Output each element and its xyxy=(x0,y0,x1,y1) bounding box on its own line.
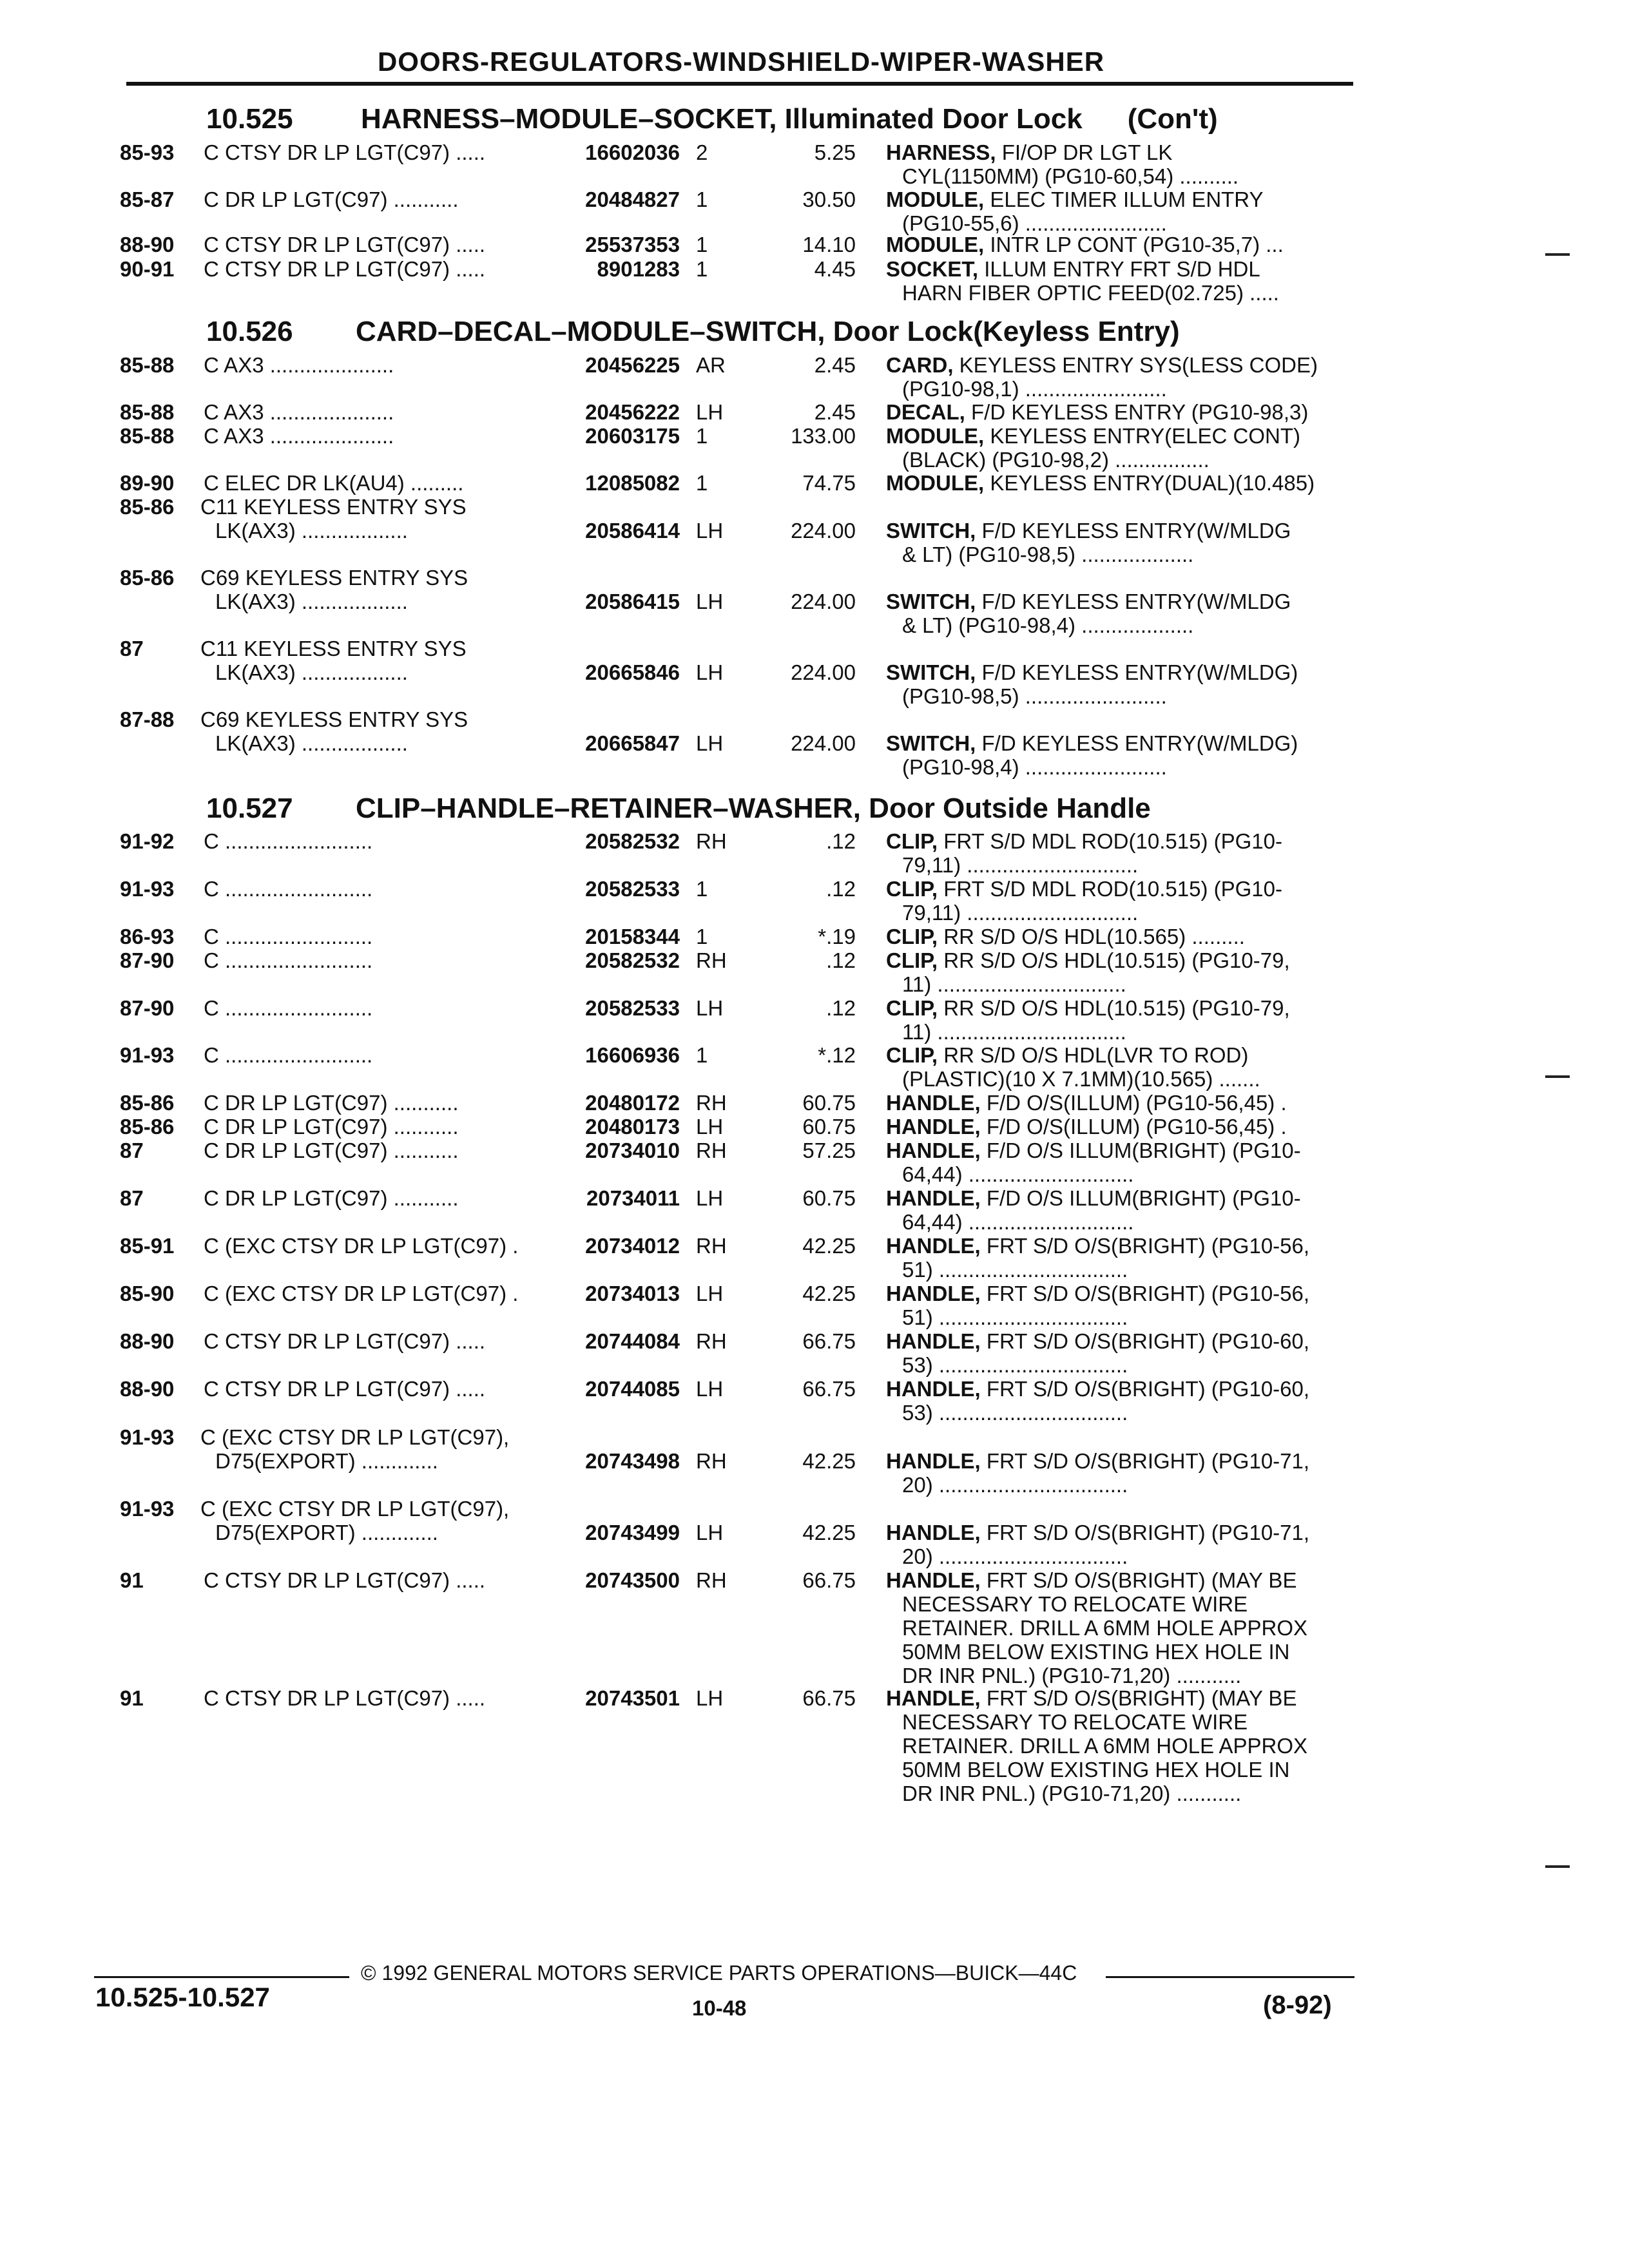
description-keyword: SWITCH, xyxy=(886,731,976,755)
part-description xyxy=(886,590,1291,613)
usage-code: C DR LP LGT(C97) ........... xyxy=(204,1115,459,1139)
description-keyword: MODULE, xyxy=(886,233,985,256)
footer-rule-right xyxy=(1106,1976,1354,1978)
price: 2.45 xyxy=(814,353,856,377)
description-keyword: CLIP, xyxy=(886,948,938,972)
quantity: LH xyxy=(696,996,724,1020)
description-text: F/D O/S(ILLUM) (PG10-56,45) . xyxy=(986,1091,1287,1115)
price: 74.75 xyxy=(802,471,856,495)
model-years: 85-87 xyxy=(120,187,175,211)
usage-code: C (EXC CTSY DR LP LGT(C97) . xyxy=(204,1282,519,1305)
quantity: RH xyxy=(696,1139,727,1162)
quantity: LH xyxy=(696,1186,724,1210)
part-description xyxy=(886,1186,1301,1210)
description-text: RR S/D O/S HDL(LVR TO ROD) xyxy=(943,1043,1249,1067)
model-years: 91-93 xyxy=(120,1497,175,1521)
description-text: ILLUM ENTRY FRT S/D HDL xyxy=(984,257,1260,281)
usage-code-continued: D75(EXPORT) ............. xyxy=(215,1449,438,1473)
description-text: F/D KEYLESS ENTRY(W/MLDG xyxy=(981,519,1291,543)
usage-code: C ......................... xyxy=(204,925,373,948)
part-description xyxy=(886,471,1315,495)
description-continued: HARN FIBER OPTIC FEED(02.725) ..... xyxy=(902,281,1279,305)
description-continued: 79,11) ............................. xyxy=(902,901,1139,925)
part-description xyxy=(886,1521,1309,1544)
footer-section-range: 10.525-10.527 xyxy=(95,1982,270,2012)
usage-code: C DR LP LGT(C97) ........... xyxy=(204,1139,459,1162)
revision-date: (8-92) xyxy=(1263,1991,1332,2019)
description-text: KEYLESS ENTRY(ELEC CONT) xyxy=(990,424,1301,448)
usage-code: C11 KEYLESS ENTRY SYS xyxy=(200,637,467,660)
part-number: 20582533 xyxy=(585,877,680,901)
part-description xyxy=(886,1139,1301,1162)
part-description xyxy=(886,1043,1248,1067)
description-continued: RETAINER. DRILL A 6MM HOLE APPROX xyxy=(902,1616,1308,1640)
description-text: F/D KEYLESS ENTRY(W/MLDG xyxy=(981,590,1291,613)
description-text: FRT S/D O/S(BRIGHT) (MAY BE xyxy=(986,1568,1297,1592)
part-description xyxy=(886,424,1300,448)
description-text: FRT S/D O/S(BRIGHT) (PG10-56, xyxy=(986,1282,1310,1305)
part-description xyxy=(886,1377,1309,1401)
part-description xyxy=(886,187,1264,211)
quantity: 2 xyxy=(696,140,708,164)
quantity: RH xyxy=(696,1329,727,1353)
part-description xyxy=(886,1449,1309,1473)
part-number: 20743498 xyxy=(585,1449,680,1473)
model-years: 88-90 xyxy=(120,1377,175,1401)
description-text: ELEC TIMER ILLUM ENTRY xyxy=(990,187,1264,211)
usage-code: C (EXC CTSY DR LP LGT(C97), xyxy=(200,1425,510,1449)
description-continued: 64,44) ............................ xyxy=(902,1162,1134,1186)
part-description xyxy=(886,660,1298,684)
quantity: RH xyxy=(696,1091,727,1115)
price: 66.75 xyxy=(802,1329,856,1353)
usage-code-continued: D75(EXPORT) ............. xyxy=(215,1521,438,1544)
description-keyword: HANDLE, xyxy=(886,1139,981,1162)
part-number: 12085082 xyxy=(585,471,680,495)
quantity: 1 xyxy=(696,471,708,495)
description-continued: (PG10-55,6) ........................ xyxy=(902,211,1167,235)
price: 60.75 xyxy=(802,1186,856,1210)
model-years: 85-86 xyxy=(120,1115,175,1139)
description-keyword: CLIP, xyxy=(886,1043,938,1067)
price: .12 xyxy=(826,996,856,1020)
description-text: F/D O/S ILLUM(BRIGHT) (PG10- xyxy=(986,1139,1301,1162)
usage-code-continued: LK(AX3) .................. xyxy=(215,590,408,613)
description-keyword: CARD, xyxy=(886,353,954,377)
description-text: FRT S/D O/S(BRIGHT) (PG10-60, xyxy=(986,1377,1310,1401)
model-years: 87-90 xyxy=(120,948,175,972)
part-number: 20586414 xyxy=(585,519,680,543)
usage-code: C (EXC CTSY DR LP LGT(C97) . xyxy=(204,1234,519,1258)
part-description xyxy=(886,353,1318,377)
usage-code: C ......................... xyxy=(204,1043,373,1067)
margin-mark xyxy=(1545,1075,1570,1078)
part-description xyxy=(886,1115,1287,1139)
quantity: LH xyxy=(696,1521,724,1544)
part-number: 20456225 xyxy=(585,353,680,377)
part-number: 20743501 xyxy=(585,1686,680,1710)
usage-code: C ......................... xyxy=(204,996,373,1020)
description-keyword: CLIP, xyxy=(886,996,938,1020)
section-title xyxy=(356,316,1180,348)
price: 133.00 xyxy=(791,424,856,448)
usage-code: C DR LP LGT(C97) ........... xyxy=(204,1186,459,1210)
description-keyword: HANDLE, xyxy=(886,1686,981,1710)
description-continued: NECESSARY TO RELOCATE WIRE xyxy=(902,1710,1248,1734)
margin-mark xyxy=(1545,1865,1570,1868)
description-continued: DR INR PNL.) (PG10-71,20) ........... xyxy=(902,1664,1242,1687)
part-number: 20582533 xyxy=(585,996,680,1020)
description-continued: 53) ................................ xyxy=(902,1401,1128,1425)
quantity: 1 xyxy=(696,257,708,281)
description-keyword: HANDLE, xyxy=(886,1234,981,1258)
price: .12 xyxy=(826,948,856,972)
quantity: 1 xyxy=(696,1043,708,1067)
description-keyword: SOCKET, xyxy=(886,257,979,281)
description-continued: NECESSARY TO RELOCATE WIRE xyxy=(902,1592,1248,1616)
price: 66.75 xyxy=(802,1686,856,1710)
usage-code: C ......................... xyxy=(204,829,373,853)
part-number: 20734010 xyxy=(585,1139,680,1162)
model-years: 91 xyxy=(120,1568,144,1592)
part-description xyxy=(886,1686,1296,1710)
usage-code: C69 KEYLESS ENTRY SYS xyxy=(200,707,468,731)
part-description xyxy=(886,233,1284,256)
part-number: 20603175 xyxy=(585,424,680,448)
description-text: FRT S/D O/S(BRIGHT) (PG10-71, xyxy=(986,1521,1310,1544)
part-number: 20734011 xyxy=(586,1186,680,1210)
price: .12 xyxy=(826,877,856,901)
usage-code: C CTSY DR LP LGT(C97) ..... xyxy=(204,1568,486,1592)
description-text: FRT S/D O/S(BRIGHT) (PG10-60, xyxy=(986,1329,1310,1353)
quantity: LH xyxy=(696,660,724,684)
part-description xyxy=(886,400,1308,424)
model-years: 85-91 xyxy=(120,1234,175,1258)
description-continued: & LT) (PG10-98,4) ................... xyxy=(902,613,1194,637)
model-years: 86-93 xyxy=(120,925,175,948)
usage-code: C AX3 ..................... xyxy=(204,353,394,377)
price: 224.00 xyxy=(791,519,856,543)
price: 42.25 xyxy=(802,1282,856,1305)
quantity: LH xyxy=(696,1282,724,1305)
description-text: F/D KEYLESS ENTRY(W/MLDG) xyxy=(981,660,1298,684)
description-text: KEYLESS ENTRY SYS(LESS CODE) xyxy=(959,353,1318,377)
description-continued: RETAINER. DRILL A 6MM HOLE APPROX xyxy=(902,1734,1308,1758)
part-number: 20744084 xyxy=(585,1329,680,1353)
usage-code: C CTSY DR LP LGT(C97) ..... xyxy=(204,233,486,256)
price: 57.25 xyxy=(802,1139,856,1162)
description-keyword: HANDLE, xyxy=(886,1091,981,1115)
quantity: 1 xyxy=(696,877,708,901)
copyright-notice: © 1992 GENERAL MOTORS SERVICE PARTS OPERATIONS—BUICK—44C xyxy=(361,1961,1077,1984)
part-description xyxy=(886,925,1245,948)
price: *.19 xyxy=(818,925,856,948)
description-keyword: HANDLE, xyxy=(886,1449,981,1473)
description-continued: 50MM BELOW EXISTING HEX HOLE IN xyxy=(902,1758,1290,1782)
part-description xyxy=(886,1568,1296,1592)
description-text: FRT S/D O/S(BRIGHT) (PG10-56, xyxy=(986,1234,1310,1258)
model-years: 87-88 xyxy=(120,707,175,731)
model-years: 85-86 xyxy=(120,495,175,519)
description-continued: (BLACK) (PG10-98,2) ................ xyxy=(902,448,1210,472)
model-years: 87-90 xyxy=(120,996,175,1020)
usage-code: C CTSY DR LP LGT(C97) ..... xyxy=(204,140,486,164)
description-text: RR S/D O/S HDL(10.565) ......... xyxy=(943,925,1245,948)
description-keyword: HANDLE, xyxy=(886,1521,981,1544)
usage-code: C DR LP LGT(C97) ........... xyxy=(204,187,459,211)
section-title-text: HARNESS–MODULE–SOCKET, Illuminated Door Lock xyxy=(361,103,1083,135)
description-keyword: SWITCH, xyxy=(886,519,976,543)
price: 66.75 xyxy=(802,1377,856,1401)
part-number: 20665846 xyxy=(585,660,680,684)
description-text: F/D O/S(ILLUM) (PG10-56,45) . xyxy=(986,1115,1287,1139)
price: 5.25 xyxy=(814,140,856,164)
description-text: FRT S/D MDL ROD(10.515) (PG10- xyxy=(943,877,1282,901)
model-years: 85-88 xyxy=(120,400,175,424)
model-years: 87 xyxy=(120,1139,144,1162)
description-text: FRT S/D O/S(BRIGHT) (MAY BE xyxy=(986,1686,1297,1710)
description-text: FRT S/D O/S(BRIGHT) (PG10-71, xyxy=(986,1449,1310,1473)
usage-code: C CTSY DR LP LGT(C97) ..... xyxy=(204,1377,486,1401)
description-continued: CYL(1150MM) (PG10-60,54) .......... xyxy=(902,164,1239,188)
description-text: F/D KEYLESS ENTRY (PG10-98,3) xyxy=(971,400,1309,424)
price: 224.00 xyxy=(791,660,856,684)
description-continued: 51) ................................ xyxy=(902,1305,1128,1329)
price: 4.45 xyxy=(814,257,856,281)
part-description xyxy=(886,519,1291,543)
part-description xyxy=(886,829,1282,853)
description-continued: 53) ................................ xyxy=(902,1353,1128,1377)
description-text: F/D KEYLESS ENTRY(W/MLDG) xyxy=(981,731,1298,755)
price: 60.75 xyxy=(802,1091,856,1115)
description-continued: 11) ................................ xyxy=(902,972,1126,996)
part-number: 20734013 xyxy=(585,1282,680,1305)
description-keyword: CLIP, xyxy=(886,877,938,901)
section-number: 10.525 xyxy=(206,103,293,135)
description-text: FRT S/D MDL ROD(10.515) (PG10- xyxy=(943,829,1282,853)
description-keyword: MODULE, xyxy=(886,424,985,448)
model-years: 85-93 xyxy=(120,140,175,164)
usage-code: C CTSY DR LP LGT(C97) ..... xyxy=(204,257,486,281)
description-keyword: MODULE, xyxy=(886,187,985,211)
description-keyword: MODULE, xyxy=(886,471,985,495)
part-number: 20586415 xyxy=(585,590,680,613)
usage-code: C AX3 ..................... xyxy=(204,424,394,448)
quantity: RH xyxy=(696,1234,727,1258)
usage-code: C AX3 ..................... xyxy=(204,400,394,424)
page-title: DOORS-REGULATORS-WINDSHIELD-WIPER-WASHER xyxy=(377,46,1105,77)
section-title xyxy=(361,103,1218,135)
description-continued: DR INR PNL.) (PG10-71,20) ........... xyxy=(902,1782,1242,1805)
usage-code: C DR LP LGT(C97) ........... xyxy=(204,1091,459,1115)
description-keyword: SWITCH, xyxy=(886,590,976,613)
description-continued: 79,11) ............................. xyxy=(902,853,1139,877)
part-number: 20484827 xyxy=(585,187,680,211)
description-continued: 20) ................................ xyxy=(902,1544,1128,1568)
usage-code-continued: LK(AX3) .................. xyxy=(215,519,408,543)
usage-code: C (EXC CTSY DR LP LGT(C97), xyxy=(200,1497,510,1521)
usage-code-continued: LK(AX3) .................. xyxy=(215,731,408,755)
price: 42.25 xyxy=(802,1234,856,1258)
price: 42.25 xyxy=(802,1449,856,1473)
price: *.12 xyxy=(818,1043,856,1067)
part-number: 20743500 xyxy=(585,1568,680,1592)
quantity: LH xyxy=(696,1115,724,1139)
part-number: 25537353 xyxy=(585,233,680,256)
part-number: 16602036 xyxy=(585,140,680,164)
description-continued: (PG10-98,4) ........................ xyxy=(902,755,1167,779)
quantity: LH xyxy=(696,1377,724,1401)
usage-code: C ......................... xyxy=(204,948,373,972)
description-text: FI/OP DR LGT LK xyxy=(1001,140,1173,164)
quantity: LH xyxy=(696,590,724,613)
description-keyword: CLIP, xyxy=(886,925,938,948)
part-description xyxy=(886,1234,1309,1258)
description-text: KEYLESS ENTRY(DUAL)(10.485) xyxy=(990,471,1315,495)
part-description xyxy=(886,731,1298,755)
section-title-text: CLIP–HANDLE–RETAINER–WASHER, Door Outside Handle xyxy=(356,793,1151,824)
section-title-text: CARD–DECAL–MODULE–SWITCH, Door Lock(Keyless Entry) xyxy=(356,316,1180,347)
model-years: 90-91 xyxy=(120,257,175,281)
price: 14.10 xyxy=(802,233,856,256)
usage-code: C ......................... xyxy=(204,877,373,901)
section-title-note: (Con't) xyxy=(1127,103,1218,135)
part-description xyxy=(886,1091,1287,1115)
description-continued: 20) ................................ xyxy=(902,1473,1128,1497)
part-number: 20743499 xyxy=(585,1521,680,1544)
part-description xyxy=(886,877,1282,901)
usage-code: C ELEC DR LK(AU4) ......... xyxy=(204,471,464,495)
part-number: 20480173 xyxy=(585,1115,680,1139)
page-number: 10-48 xyxy=(692,1996,747,2020)
model-years: 91-93 xyxy=(120,1425,175,1449)
usage-code: C69 KEYLESS ENTRY SYS xyxy=(200,566,468,590)
part-number: 20456222 xyxy=(585,400,680,424)
part-number: 20480172 xyxy=(585,1091,680,1115)
section-title xyxy=(356,793,1151,825)
section-number: 10.526 xyxy=(206,316,293,347)
model-years: 91 xyxy=(120,1686,144,1710)
price: 42.25 xyxy=(802,1521,856,1544)
quantity: LH xyxy=(696,519,724,543)
quantity: RH xyxy=(696,1449,727,1473)
description-keyword: DECAL, xyxy=(886,400,965,424)
usage-code: C CTSY DR LP LGT(C97) ..... xyxy=(204,1329,486,1353)
model-years: 87 xyxy=(120,1186,144,1210)
part-description xyxy=(886,257,1260,281)
model-years: 88-90 xyxy=(120,1329,175,1353)
model-years: 85-86 xyxy=(120,1091,175,1115)
part-number: 8901283 xyxy=(597,257,680,281)
price: 30.50 xyxy=(802,187,856,211)
description-text: INTR LP CONT (PG10-35,7) ... xyxy=(990,233,1284,256)
price: 2.45 xyxy=(814,400,856,424)
part-number: 20158344 xyxy=(585,925,680,948)
description-keyword: HANDLE, xyxy=(886,1115,981,1139)
description-continued: (PG10-98,5) ........................ xyxy=(902,684,1167,708)
quantity: 1 xyxy=(696,424,708,448)
part-description xyxy=(886,1329,1309,1353)
part-description xyxy=(886,1282,1309,1305)
quantity: RH xyxy=(696,1568,727,1592)
part-description xyxy=(886,996,1290,1020)
description-continued: (PG10-98,1) ........................ xyxy=(902,377,1167,401)
part-number: 20582532 xyxy=(585,948,680,972)
usage-code: C11 KEYLESS ENTRY SYS xyxy=(200,495,467,519)
model-years: 87 xyxy=(120,637,144,660)
price: 60.75 xyxy=(802,1115,856,1139)
price: .12 xyxy=(826,829,856,853)
model-years: 88-90 xyxy=(120,233,175,256)
description-continued: 64,44) ............................ xyxy=(902,1210,1134,1234)
model-years: 85-88 xyxy=(120,424,175,448)
footer-rule-left xyxy=(94,1976,349,1978)
description-keyword: HARNESS, xyxy=(886,140,996,164)
description-continued: 51) ................................ xyxy=(902,1258,1128,1282)
quantity: LH xyxy=(696,1686,724,1710)
quantity: RH xyxy=(696,829,727,853)
description-keyword: HANDLE, xyxy=(886,1329,981,1353)
description-keyword: HANDLE, xyxy=(886,1377,981,1401)
description-keyword: SWITCH, xyxy=(886,660,976,684)
price: 224.00 xyxy=(791,731,856,755)
quantity: 1 xyxy=(696,187,708,211)
description-continued: 11) ................................ xyxy=(902,1020,1126,1044)
part-description xyxy=(886,948,1290,972)
header-rule xyxy=(126,82,1353,86)
part-number: 20582532 xyxy=(585,829,680,853)
quantity: 1 xyxy=(696,233,708,256)
quantity: AR xyxy=(696,353,726,377)
quantity: LH xyxy=(696,400,724,424)
section-number: 10.527 xyxy=(206,793,293,824)
usage-code: C CTSY DR LP LGT(C97) ..... xyxy=(204,1686,486,1710)
model-years: 85-90 xyxy=(120,1282,175,1305)
description-continued: 50MM BELOW EXISTING HEX HOLE IN xyxy=(902,1640,1290,1664)
quantity: LH xyxy=(696,731,724,755)
usage-code-continued: LK(AX3) .................. xyxy=(215,660,408,684)
margin-mark xyxy=(1545,253,1570,256)
description-keyword: HANDLE, xyxy=(886,1282,981,1305)
part-number: 20744085 xyxy=(585,1377,680,1401)
part-number: 20665847 xyxy=(585,731,680,755)
description-keyword: HANDLE, xyxy=(886,1186,981,1210)
description-continued: (PLASTIC)(10 X 7.1MM)(10.565) ....... xyxy=(902,1067,1260,1091)
description-text: RR S/D O/S HDL(10.515) (PG10-79, xyxy=(943,996,1290,1020)
model-years: 85-88 xyxy=(120,353,175,377)
description-text: RR S/D O/S HDL(10.515) (PG10-79, xyxy=(943,948,1290,972)
part-number: 16606936 xyxy=(585,1043,680,1067)
price: 66.75 xyxy=(802,1568,856,1592)
price: 224.00 xyxy=(791,590,856,613)
description-keyword: CLIP, xyxy=(886,829,938,853)
description-text: F/D O/S ILLUM(BRIGHT) (PG10- xyxy=(986,1186,1301,1210)
model-years: 91-92 xyxy=(120,829,175,853)
quantity: RH xyxy=(696,948,727,972)
model-years: 91-93 xyxy=(120,877,175,901)
quantity: 1 xyxy=(696,925,708,948)
model-years: 89-90 xyxy=(120,471,175,495)
model-years: 85-86 xyxy=(120,566,175,590)
description-continued: & LT) (PG10-98,5) ................... xyxy=(902,543,1194,566)
description-keyword: HANDLE, xyxy=(886,1568,981,1592)
model-years: 91-93 xyxy=(120,1043,175,1067)
part-number: 20734012 xyxy=(585,1234,680,1258)
part-description xyxy=(886,140,1172,164)
